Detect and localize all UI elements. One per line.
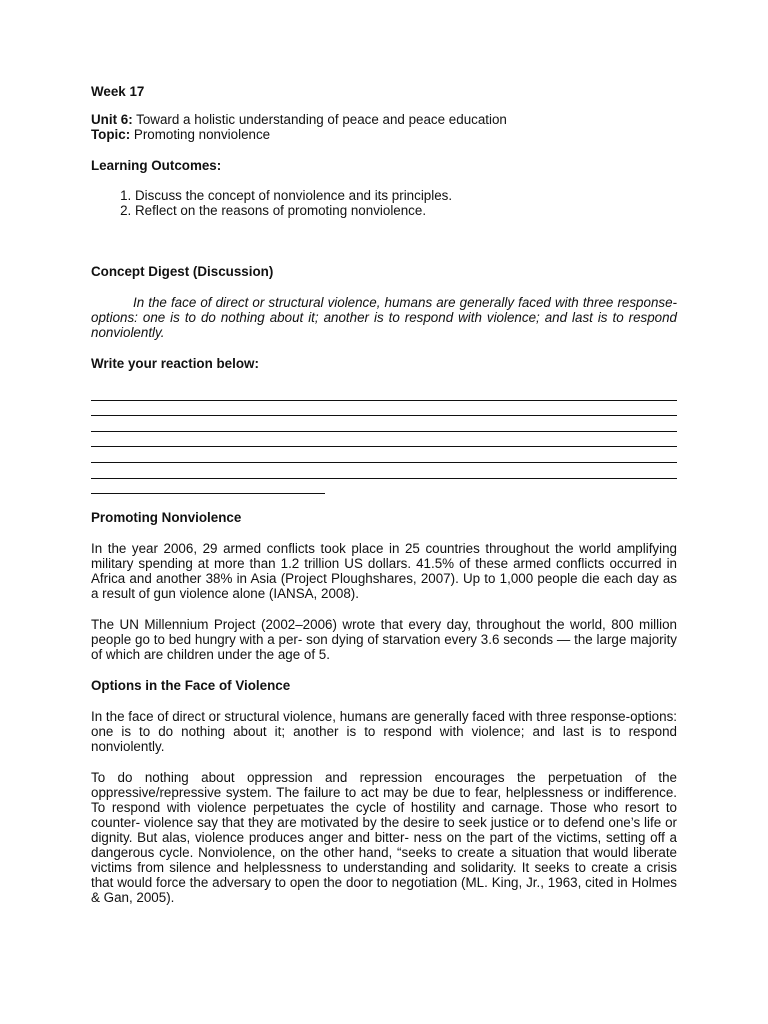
answer-line[interactable] <box>91 416 677 432</box>
unit-text: Toward a holistic understanding of peace and peace education <box>132 112 507 127</box>
promoting-paragraph-1: In the year 2006, 29 armed conflicts took place in 25 countries throughout the world amplifying military spending at more than 1.2 trillion US dollars. 41.5% of these armed conflicts occurred in Africa and another 38% in Asia (Project Ploughshares, 2007). Up to 1,000 people die each day as a result of gun violence alone (IANSA, 2008). <box>91 541 677 602</box>
promoting-nonviolence-heading: Promoting Nonviolence <box>91 510 242 526</box>
learning-outcomes-heading: Learning Outcomes: <box>91 158 222 173</box>
answer-line[interactable] <box>91 432 677 448</box>
document-page <box>91 84 677 905</box>
topic-line <box>91 127 677 142</box>
options-paragraph-1: In the face of direct or structural violence, humans are generally faced with three response-options: one is to do nothing about it; another is to respond with violence; and last is to respond nonviolently. <box>91 709 677 755</box>
options-paragraph-2: To do nothing about oppression and repression encourages the perpetuation of the oppressive/repressive system. The failure to act may be due to fear, helplessness or indifference. To respond with violence perpetuates the cycle of hostility and carnage. Those who resort to counter- violence say that they are motivated by the desire to seek justice or to defend one’s life or dignity. But alas, violence produces anger and bitter- ness on the part of the victims, setting off a dangerous cycle. Nonviolence, on the other hand, “seeks to create a situation that would liberate victims from silence and helplessness to understanding and solidarity. It seeks to create a crisis that would force the adversary to open the door to negotiation (ML. King, Jr., 1963, cited in Holmes & Gan, 2005). <box>91 770 677 906</box>
list-item: 1. Discuss the concept of nonviolence and its principles. <box>135 188 677 203</box>
topic-text: Promoting nonviolence <box>130 127 271 142</box>
answer-line[interactable] <box>91 401 677 417</box>
list-item: 2. Reflect on the reasons of promoting nonviolence. <box>135 203 677 218</box>
topic-label: Topic: <box>91 127 131 142</box>
promoting-paragraph-2: The UN Millennium Project (2002–2006) wrote that every day, throughout the world, 800 million people go to bed hungry with a per- son dying of starvation every 3.6 seconds — the large majority of which are children under the age of 5. <box>91 617 677 663</box>
answer-line[interactable] <box>91 385 677 401</box>
week-title: Week 17 <box>91 84 145 99</box>
answer-line[interactable] <box>91 479 325 495</box>
unit-line <box>91 112 677 127</box>
options-heading: Options in the Face of Violence <box>91 678 291 694</box>
reaction-answer-lines[interactable] <box>91 385 677 494</box>
unit-label: Unit 6: <box>91 112 133 127</box>
reaction-heading: Write your reaction below: <box>91 356 259 371</box>
concept-digest-text: In the face of direct or structural violence, humans are generally faced with three response-options: one is to do nothing about it; another is to respond with violence; and last is to respond nonviolently. <box>91 295 677 340</box>
answer-line[interactable] <box>91 463 677 479</box>
learning-outcomes-list <box>91 188 677 218</box>
concept-digest-heading: Concept Digest (Discussion) <box>91 264 274 279</box>
answer-line[interactable] <box>91 447 677 463</box>
